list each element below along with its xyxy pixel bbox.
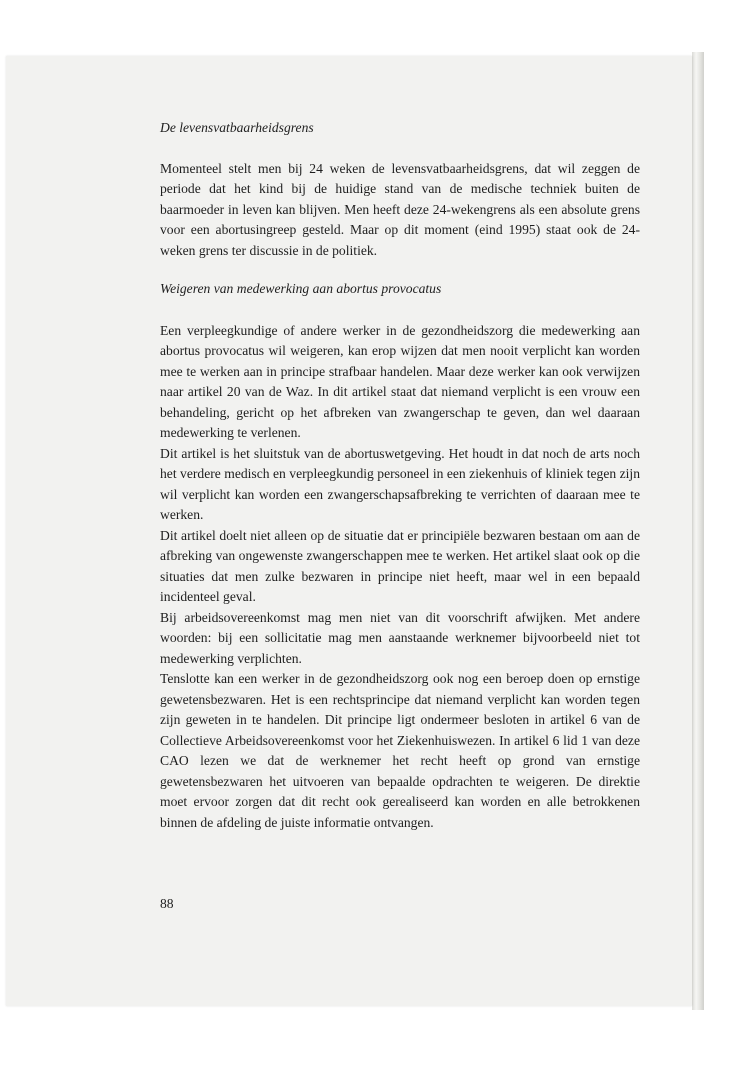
section-heading-weigeren-medewerking: Weigeren van medewerking aan abortus provocatus (160, 281, 442, 296)
paragraph-principiele-bezwaren: Dit artikel doelt niet alleen op de situatie dat er principiële bezwaren bestaan om aan de afbreking van ongewenste zwangerschappen mee te werken. Het artikel slaat ook op die situaties dat men zulke bezwaren in principe niet heeft, maar wel in een bepaald incidenteel geval. (160, 527, 640, 604)
paragraph-arbeidsovereenkomst: Bij arbeidsovereenkomst mag men niet van dit voorschrift afwijken. Met andere woorden: bij een sollicitatie mag men aanstaande werknemer bijvoorbeeld niet tot medewerking verplichten. (160, 609, 640, 666)
paragraph-sluitstuk: Dit artikel is het sluitstuk van de abortuswetgeving. Het houdt in dat noch de arts noch het verdere medisch en verpleegkundig personeel in een ziekenhuis of kliniek tegen zijn wil verplicht kan worden een zwangerschapsafbreking te verrichten of daaraan mee te werken. (160, 445, 640, 522)
page-number: 88 (160, 896, 174, 911)
page-text-block (160, 118, 640, 833)
paragraph-levensvatbaarheidsgrens: Momenteel stelt men bij 24 weken de levensvatbaarheidsgrens, dat wil zeggen de periode dat het kind bij de huidige stand van de medische techniek buiten de baarmoeder in leven kan blijven. Men heeft deze 24-wekengrens als een absolute grens voor een abortusingreep gesteld. Maar op dit moment (eind 1995) staat ook de 24-weken grens ter discussie in de politiek. (160, 160, 640, 258)
page-stack-edge (692, 52, 704, 1010)
paragraph-gewetensbezwaren: Tenslotte kan een werker in de gezondheidszorg ook nog een beroep doen op ernstige gewetensbezwaren. Het is een rechtsprincipe dat niemand verplicht kan worden tegen zijn geweten in te handelen. Dit principe ligt ondermeer besloten in artikel 6 van de Collectieve Arbeidsovereenkomst voor het Ziekenhuiswezen. In artikel 6 lid 1 van deze CAO lezen we dat de werknemer het recht heeft op grond van ernstige gewetensbezwaren het uitvoeren van bepaalde opdrachten te weigeren. De direktie moet ervoor zorgen dat dit recht ook gerealiseerd kan worden en alle betrokkenen binnen de afdeling de juiste informatie ontvangen. (160, 671, 640, 830)
section-heading-levensvatbaarheidsgrens: De levensvatbaarheidsgrens (160, 120, 314, 135)
paragraph-verpleegkundige: Een verpleegkundige of andere werker in de gezondheidszorg die medewerking aan abortus provocatus wil weigeren, kan erop wijzen dat men nooit verplicht kan worden mee te werken aan in principe strafbaar handelen. Maar deze werker kan ook verwijzen naar artikel 20 van de Waz. In dit artikel staat dat niemand verplicht is een vrouw een behandeling, gericht op het afbreken van zwangerschap te geven, dan wel daaraan medewerking te verlenen. (160, 322, 640, 440)
